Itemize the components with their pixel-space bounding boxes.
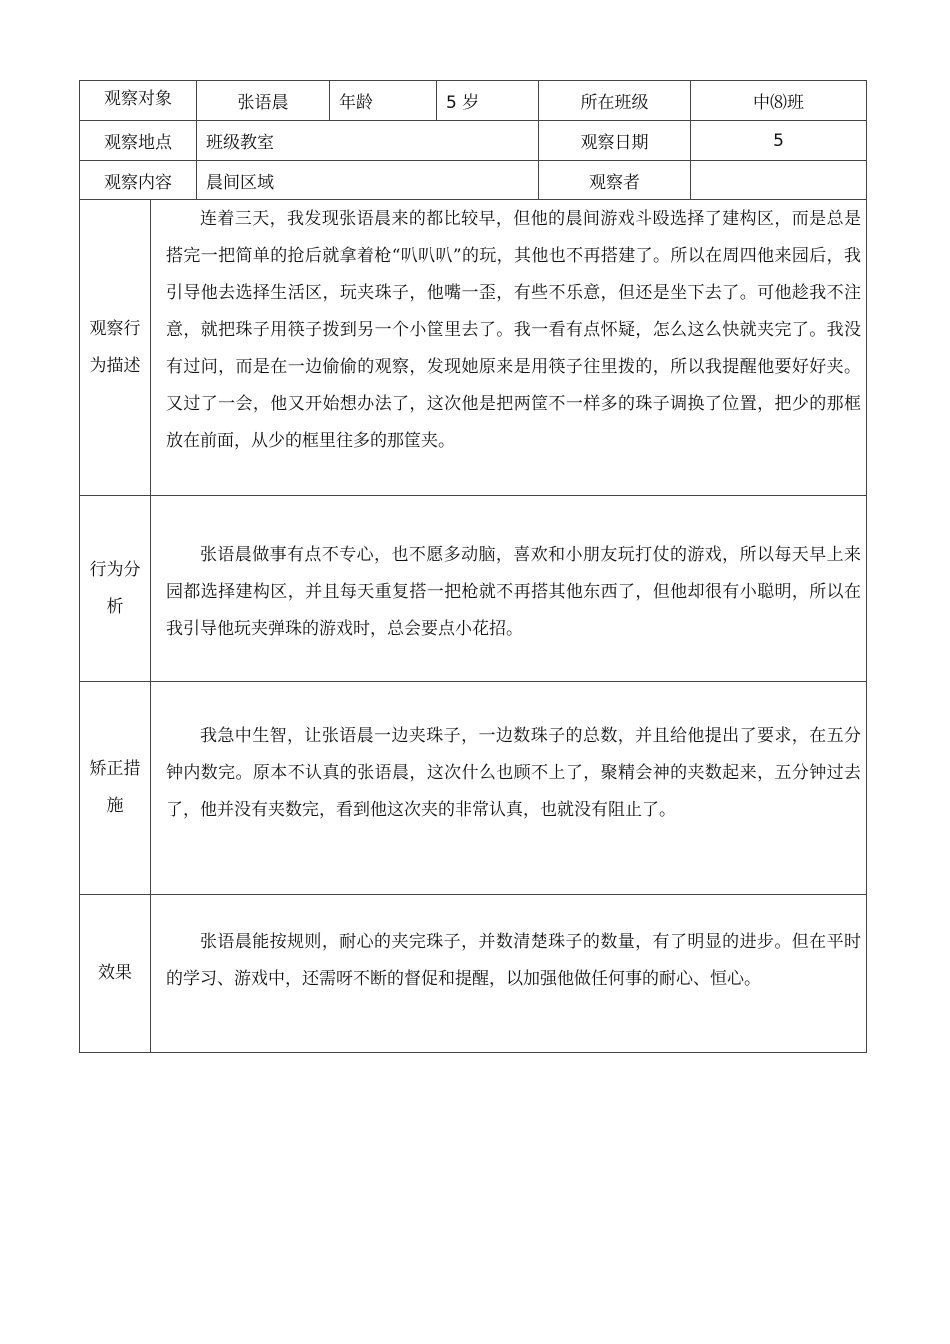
analysis-text: 张语晨做事有点不专心，也不愿多动脑，喜欢和小朋友玩打仗的游戏，所以每天早上来园都选择建构区，并且每天重复搭一把枪就不再搭其他东西了，但他却很有小聪明，所以在我引导他玩夹弹珠的游戏时，总会要点小花招。 [166,545,861,639]
subject-label: 观察对象 [104,89,172,109]
row-divider [80,199,866,200]
correction-text: 我急中生智，让张语晨一边夹珠子，一边数珠子的总数，并且给他提出了要求，在五分钟内数完。原本不认真的张语晨，这次什么也顾不上了，聚精会神的夹数起来，五分钟过去了，他并没有夹数完，看到他这次夹的非常认真，也就没有阻止了。 [166,726,861,820]
content-value: 晨间区域 [206,172,274,193]
correction-label: 矫正措施 [89,759,141,816]
content-label: 观察内容 [104,172,172,193]
col-divider [150,199,151,1052]
description-text: 连着三天，我发现张语晨来的都比较早，但他的晨间游戏斗殴选择了建构区，而是总是搭完一把简单的抢后就拿着枪“叭叭叭”的玩，其他也不再搭建了。所以在周四他来园后，我引导他去选择生活区，玩夹珠子，他嘴一歪，有些不乐意，但还是坐下去了。可他趁我不注意，就把珠子用筷子拨到另一个小筐里去了。我一看有点怀疑，怎么这么快就夹完了。我没有过问，而是在一边偷偷的观察，发现她原来是用筷子往里拨的，所以我提醒他要好好夹。又过了一会，他又开始想办法了，这次他是把两筐不一样多的珠子调换了位置，把少的那框放在前面，从少的框里往多的那筐夹。 [166,209,861,451]
row-divider [80,495,866,496]
subject-value: 张语晨 [237,93,289,113]
date-value: 5 [773,130,784,151]
class-value: 中⑻班 [753,93,804,113]
effect-text: 张语晨能按规则，耐心的夹完珠子，并数清楚珠子的数量，有了明显的进步。但在平时的学习、游戏中，还需呀不断的督促和提醒，以加强他做任何事的耐心、恒心。 [166,932,861,989]
place-value: 班级教室 [206,133,274,153]
observer-value [691,161,866,199]
row-divider [80,894,866,895]
place-label: 观察地点 [104,133,172,153]
observation-record-table [79,80,867,1053]
effect-label: 效果 [98,963,132,983]
date-label: 观察日期 [580,133,649,153]
description-label: 观察行为描述 [89,318,141,376]
observer-label: 观察者 [589,172,640,193]
age-label: 年龄 [339,93,373,113]
age-value: 5 岁 [446,93,480,113]
row-divider [80,681,866,682]
class-label: 所在班级 [580,93,649,113]
analysis-label: 行为分析 [89,559,141,617]
